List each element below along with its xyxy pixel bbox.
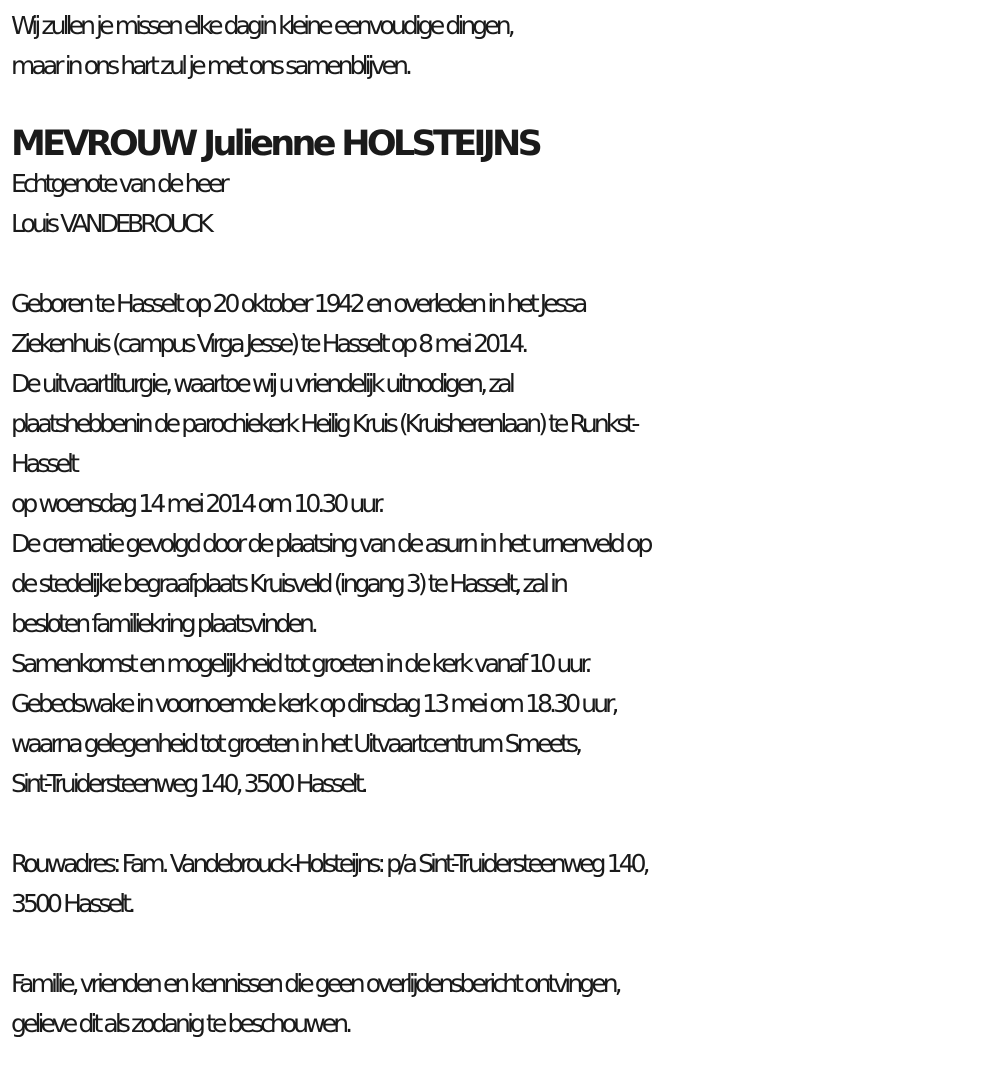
details-line: De crematie gevolgd door de plaatsing van de asurn in het urnenveld op xyxy=(11,529,650,558)
details-line: De uitvaartliturgie, waartoe wij u vriendelijk uitnodigen, zal xyxy=(11,369,512,398)
details-line: Gebedswake in voornoemde kerk op dinsdag 13 mei om 18.30 uur, xyxy=(11,689,616,718)
spacer xyxy=(11,804,991,844)
details-line: de stedelijke begraafplaats Kruisveld (ingang 3) te Hasselt, zal in xyxy=(11,569,566,598)
memorial-quote xyxy=(11,6,991,86)
quote-line: Wij zullen je missen elke dagin kleine eenvoudige dingen, xyxy=(11,11,512,40)
details-line: Geboren te Hasselt op 20 oktober 1942 en overleden in het Jessa xyxy=(11,289,585,318)
mourning-address xyxy=(11,844,991,924)
closing-line: Familie, vrienden en kennissen die geen overlijdensbericht ontvingen, xyxy=(11,969,619,998)
spouse-info xyxy=(11,164,991,244)
relation-line: Echtgenote van de heer xyxy=(11,169,226,198)
funeral-details xyxy=(11,284,991,804)
spouse-name: Louis VANDEBROUCK xyxy=(11,209,210,238)
details-line: Samenkomst en mogelijkheid tot groeten in de kerk vanaf 10 uur. xyxy=(11,649,589,678)
spacer xyxy=(11,924,991,964)
details-line: Ziekenhuis (campus Virga Jesse) te Hasselt op 8 mei 2014. xyxy=(11,329,526,358)
details-line: Hasselt xyxy=(11,449,76,478)
spacer xyxy=(11,244,991,284)
details-line: Sint-Truidersteenweg 140, 3500 Hasselt. xyxy=(11,769,365,798)
deceased-name: MEVROUW Julienne HOLSTEIJNS xyxy=(11,124,540,164)
address-line: Rouwadres: Fam. Vandebrouck-Holsteijns: p/a Sint-Truidersteenweg 140, xyxy=(11,849,647,878)
closing-line: gelieve dit als zodanig te beschouwen. xyxy=(11,1009,350,1038)
details-line: besloten familiekring plaatsvinden. xyxy=(11,609,315,638)
details-line: plaatshebbenin de parochiekerk Heilig Kruis (Kruisherenlaan) te Runkst- xyxy=(11,409,637,438)
details-line: op woensdag 14 mei 2014 om 10.30 uur. xyxy=(11,489,382,518)
closing-note xyxy=(11,964,991,1044)
obituary-notice xyxy=(11,6,991,1044)
quote-line: maar in ons hart zul je met ons samenblijven. xyxy=(11,51,410,80)
details-line: waarna gelegenheid tot groeten in het Uitvaartcentrum Smeets, xyxy=(11,729,580,758)
address-line: 3500 Hasselt. xyxy=(11,889,133,918)
